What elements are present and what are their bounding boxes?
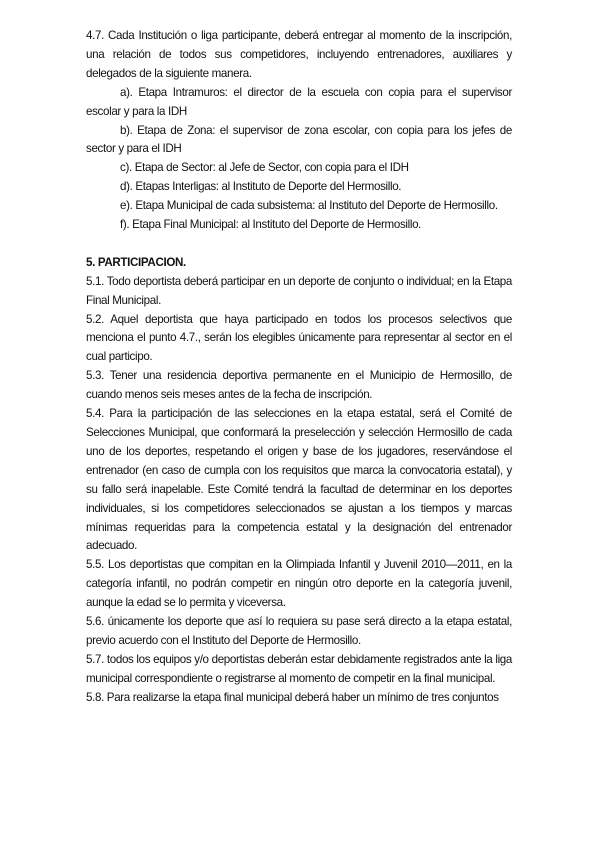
- section-heading-participacion: 5. PARTICIPACION.: [86, 255, 186, 269]
- paragraph-5-8: 5.8. Para realizarse la etapa final municipal deberá haber un mínimo de tres conjuntos: [86, 690, 499, 704]
- list-item-4-7-e: e). Etapa Municipal de cada subsistema: al Instituto del Deporte de Hermosillo.: [120, 199, 498, 213]
- list-item-4-7-c: c). Etapa de Sector: al Jefe de Sector, con copia para el IDH: [120, 161, 409, 175]
- paragraph-5-5: 5.5. Los deportistas que compitan en la Olimpiada Infantil y Juvenil 2010—2011, en la categoría infantil, no podrán competir en ningún otro deporte en la categoría juvenil, aunque la edad se lo permita y viceversa.: [86, 558, 512, 610]
- paragraph-5-7: 5.7. todos los equipos y/o deportistas deberán estar debidamente registrados ante la liga municipal correspondiente o registrarse al momento de competir en la final municipal.: [86, 652, 512, 685]
- list-item-4-7-a: a). Etapa Intramuros: el director de la escuela con copia para el supervisor escolar y para la IDH: [86, 85, 512, 118]
- list-item-4-7-d: d). Etapas Interligas: al Instituto de Deporte del Hermosillo.: [120, 180, 402, 194]
- paragraph-5-4: 5.4. Para la participación de las selecciones en la etapa estatal, será el Comité de Selecciones Municipal, que conformará la preselección y selección Hermosillo de cada uno de los deportes, respetando el origen y base de los jugadores, reservándose el entrenador (en caso de cumpla con los requisitos que marca la convocatoria estatal), y su fallo será inapelable. Este Comité tendrá la facultad de determinar en los deportes individuales, si los competidores seleccionados se ajustan a los tiempos y marcas mínimas requeridas para la competencia estatal y la designación del entrenador adecuado.: [86, 407, 512, 553]
- paragraph-5-1: 5.1. Todo deportista deberá participar en un deporte de conjunto o individual; en la Etapa Final Municipal.: [86, 274, 512, 307]
- paragraph-5-3: 5.3. Tener una residencia deportiva permanente en el Municipio de Hermosillo, de cuando menos seis meses antes de la fecha de inscripción.: [86, 369, 512, 402]
- paragraph-5-6: 5.6. únicamente los deporte que así lo requiera su pase será directo a la etapa estatal, previo acuerdo con el Instituto del Deporte de Hermosillo.: [86, 615, 512, 647]
- paragraph-4-7: 4.7. Cada Institución o liga participante, deberá entregar al momento de la inscripción, una relación de todos sus competidores, incluyendo entrenadores, auxiliares y delegados de la siguiente manera.: [86, 29, 512, 80]
- list-item-4-7-b: b). Etapa de Zona: el supervisor de zona escolar, con copia para los jefes de sector y para el IDH: [86, 123, 512, 156]
- list-item-4-7-f: f). Etapa Final Municipal: al Instituto del Deporte de Hermosillo.: [120, 218, 422, 232]
- document-page: [86, 27, 512, 708]
- paragraph-5-2: 5.2. Aquel deportista que haya participado en todos los procesos selectivos que menciona el punto 4.7., serán los elegibles únicamente para representar al sector en el cual participo.: [86, 312, 512, 364]
